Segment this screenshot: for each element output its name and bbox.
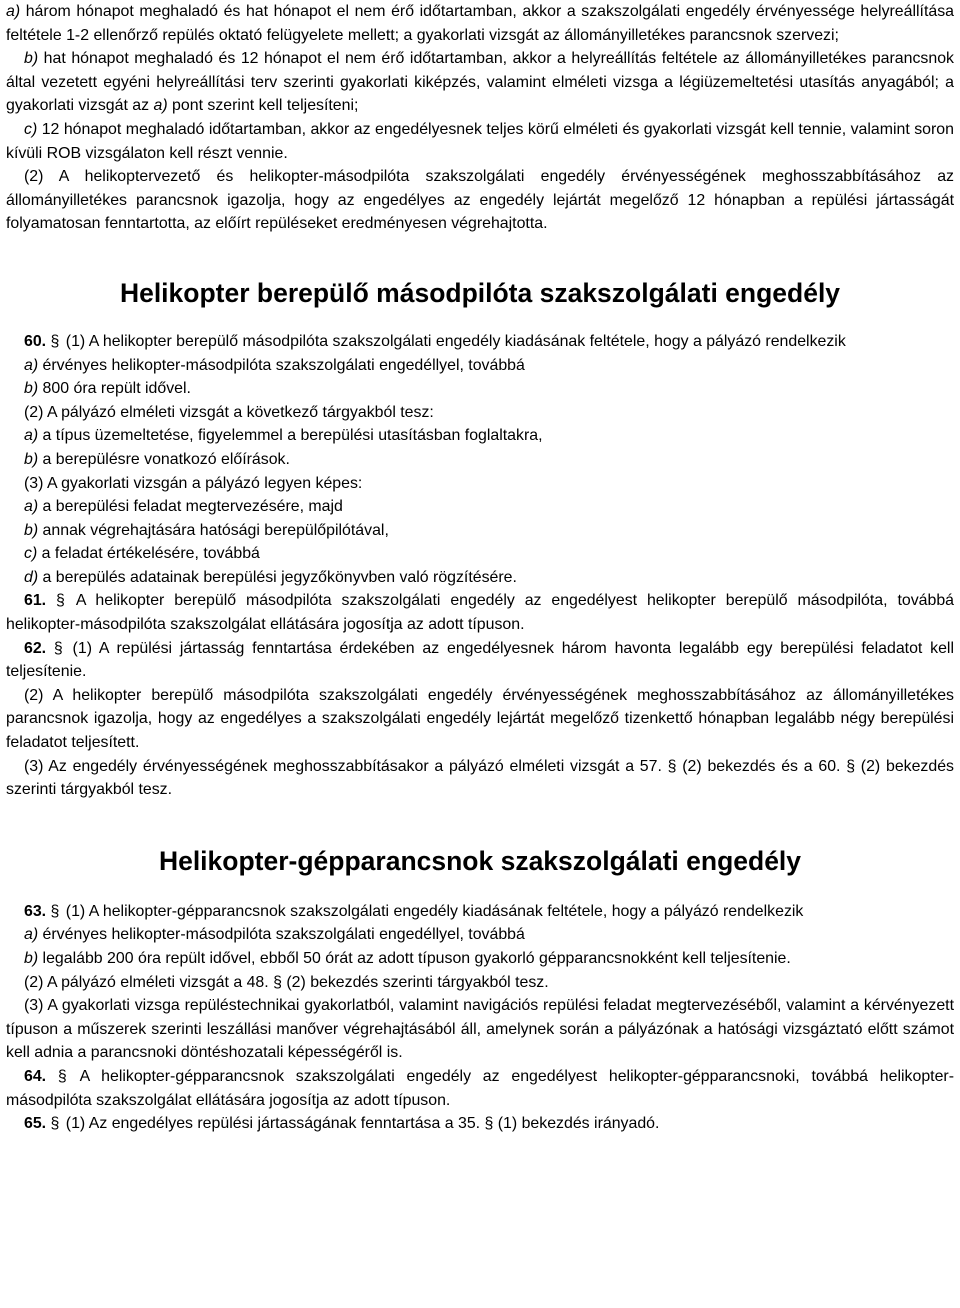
section-sign: § <box>50 902 60 920</box>
section-60-3: (3) A gyakorlati vizsgán a pályázó legyen képes: <box>24 474 363 492</box>
section-number: 64. <box>24 1067 47 1085</box>
section-sign: § <box>273 973 282 991</box>
paragraph-text: (1) A helikopter-gépparancsnok szakszolgálati engedély kiadásának feltétele, hogy a pályázó rendelkezik <box>61 902 804 920</box>
item-text: a feladat értékelésére, továbbá <box>37 545 260 563</box>
item-text: pont szerint kell teljesíteni; <box>167 97 359 115</box>
paragraph-2: (2) A helikoptervezető és helikopter-másodpilóta szakszolgálati engedély érvényességének meghosszabbításához az állományilletékes parancsnok igazolja, hogy az engedélyes az engedély lejártát megelőző 12 hónapban a repülési jártasságát folyamatosan fenntartotta, az előírt repüléseket eredményesen végrehajtotta. <box>6 168 954 233</box>
item-text: annak végrehajtására hatósági berepülőpilótával, <box>38 521 389 539</box>
item-text: érvényes helikopter-másodpilóta szakszolgálati engedéllyel, továbbá <box>38 356 525 374</box>
item-label: b) <box>24 521 39 539</box>
item-label: c) <box>24 120 38 138</box>
section-number: 62. <box>24 639 47 657</box>
item-text: a berepülésre vonatkozó előírások. <box>38 450 290 468</box>
section-number: 63. <box>24 902 47 920</box>
section-62-1 <box>6 637 954 684</box>
item-label: a) <box>24 926 39 944</box>
list-item <box>6 923 954 947</box>
list-item <box>6 354 954 378</box>
list-item <box>6 519 954 543</box>
paragraph-text: A helikopter-gépparancsnok szakszolgálati engedély az engedélyest helikopter-gépparancsnoki, továbbá helikopter-másodpilóta szakszolgálat ellátására jogosítja az adott típuson. <box>6 1067 954 1109</box>
item-text: hat hónapot meghaladó és 12 hónapot el nem érő időtartamban, akkor a helyreállítás feltétele az állományilletékes parancsnok által vezetett egyéni helyreállítási terv szerinti gyakorlati kiképzés, valamint elméleti vizsga a légiüzemeltetési utasítás anyagából; a gyakorlati vizsgát az <box>6 50 954 115</box>
paragraph-text: (1) A repülési jártasság fenntartása érdekében az engedélyesnek három havonta legalább egy berepülési feladatot kell teljesítenie. <box>6 639 954 681</box>
paragraph-text: (2) bekezdés szerinti tárgyakból tesz. <box>281 973 549 991</box>
list-item <box>6 377 954 401</box>
item-c <box>6 118 954 165</box>
list-item <box>6 448 954 472</box>
section-number: 61. <box>24 592 47 610</box>
item-text: legalább 200 óra repült idővel, ebből 50 órát az adott típuson gyakorló gépparancsnokként kell teljesítenie. <box>38 950 791 967</box>
list-item <box>6 424 954 448</box>
section-sign: § <box>53 639 63 657</box>
item-text: a berepülési feladat megtervezésére, majd <box>38 498 343 516</box>
item-label: a) <box>24 498 39 516</box>
section-sign: § <box>484 1115 494 1133</box>
section-sign: § <box>55 592 65 610</box>
item-text: három hónapot meghaladó és hat hónapot el nem érő időtartamban, akkor a szakszolgálati engedély érvényessége helyreállítása feltétele 1-2 ellenőrző repülés oktató felügyelete mellett; a gyakorlati vizsgát az állományilletékes parancsnok szervezi; <box>6 3 954 44</box>
item-label: a) <box>24 427 39 445</box>
section-sign: § <box>846 757 856 775</box>
item-label: b) <box>24 380 39 398</box>
paragraph-text: (1) Az engedélyes repülési jártasságának fenntartása a 35. <box>61 1115 485 1133</box>
paragraph-text: (2) bekezdés szerinti tárgyakból tesz. <box>6 757 955 799</box>
paragraph-text: (1) bekezdés irányadó. <box>493 1115 660 1133</box>
item-a-continuation <box>6 0 954 47</box>
section-62-2: (2) A helikopter berepülő másodpilóta szakszolgálati engedély érvényességének meghosszabbításához az állományilletékes parancsnok igazolja, hogy az engedélyes a szakszolgálati engedély lejártát megelőző tizenkettő hónapban legalább négy berepülési feladatot teljesített. <box>6 686 954 752</box>
section-heading-berepulo: Helikopter berepülő másodpilóta szakszolgálati engedély <box>119 277 841 308</box>
paragraph-text: (2) A pályázó elméleti vizsgát a 48. <box>24 973 274 991</box>
item-text: érvényes helikopter-másodpilóta szakszolgálati engedéllyel, továbbá <box>38 926 525 944</box>
section-63-2 <box>6 971 954 995</box>
section-60-1 <box>6 330 954 354</box>
item-text: a berepülés adatainak berepülési jegyzőkönyvben való rögzítésére. <box>38 568 517 586</box>
item-text: 12 hónapot meghaladó időtartamban, akkor az engedélyesnek teljes körű elméleti és gyakorlati vizsgát kell tennie, valamint soron kívüli ROB vizsgálaton kell részt vennie. <box>6 120 954 162</box>
item-label: c) <box>24 545 38 563</box>
item-label: a) <box>6 3 21 20</box>
paragraph-text: (2) bekezdés és a 60. <box>676 757 847 775</box>
item-label: b) <box>24 50 39 68</box>
item-text: a típus üzemeltetése, figyelemmel a berepülési utasításban foglaltakra, <box>38 427 543 445</box>
paragraph-text: A helikopter berepülő másodpilóta szakszolgálati engedély az engedélyest helikopter berepülő másodpilóta, továbbá helikopter-másodpilóta szakszolgálat ellátására jogosítja az adott típuson. <box>6 592 954 634</box>
item-label: b) <box>24 950 39 967</box>
section-65 <box>6 1112 954 1136</box>
section-sign: § <box>50 1115 60 1133</box>
item-b <box>6 47 954 118</box>
list-item <box>6 947 954 971</box>
item-text: 800 óra repült idővel. <box>38 380 191 398</box>
section-61 <box>6 589 954 636</box>
section-63-3: (3) A gyakorlati vizsga repüléstechnikai gyakorlatból, valamint navigációs repülési feladat megtervezéséből, valamint a kérvényezett típuson a műszerek szerinti leszállási manőver végrehajtásából áll, amelynek során a pályázónak a hatósági vizsgáztató előtt számot kell adnia a parancsnoki döntéshozatali képességéről is. <box>6 997 954 1062</box>
section-number: 60. <box>24 332 47 350</box>
section-heading-gepparancsnok: Helikopter-gépparancsnok szakszolgálati engedély <box>158 845 802 876</box>
list-item <box>6 542 954 566</box>
section-number: 65. <box>24 1115 47 1133</box>
list-item <box>6 566 954 590</box>
section-sign: § <box>667 757 677 775</box>
section-sign: § <box>57 1067 67 1085</box>
paragraph-text: (3) Az engedély érvényességének meghosszabbításakor a pályázó elméleti vizsgát a 57. <box>24 757 668 775</box>
item-label: d) <box>24 568 39 586</box>
section-63-1 <box>6 900 954 924</box>
section-62-3 <box>6 755 954 802</box>
section-sign: § <box>50 332 60 350</box>
item-reference: a) <box>153 97 168 115</box>
list-item <box>6 495 954 519</box>
paragraph-text: (1) A helikopter berepülő másodpilóta szakszolgálati engedély kiadásának feltétele, hogy a pályázó rendelkezik <box>61 332 846 350</box>
item-label: a) <box>24 356 39 374</box>
section-64 <box>6 1065 954 1112</box>
item-label: b) <box>24 450 39 468</box>
section-60-2: (2) A pályázó elméleti vizsgát a következő tárgyakból tesz: <box>24 403 434 421</box>
